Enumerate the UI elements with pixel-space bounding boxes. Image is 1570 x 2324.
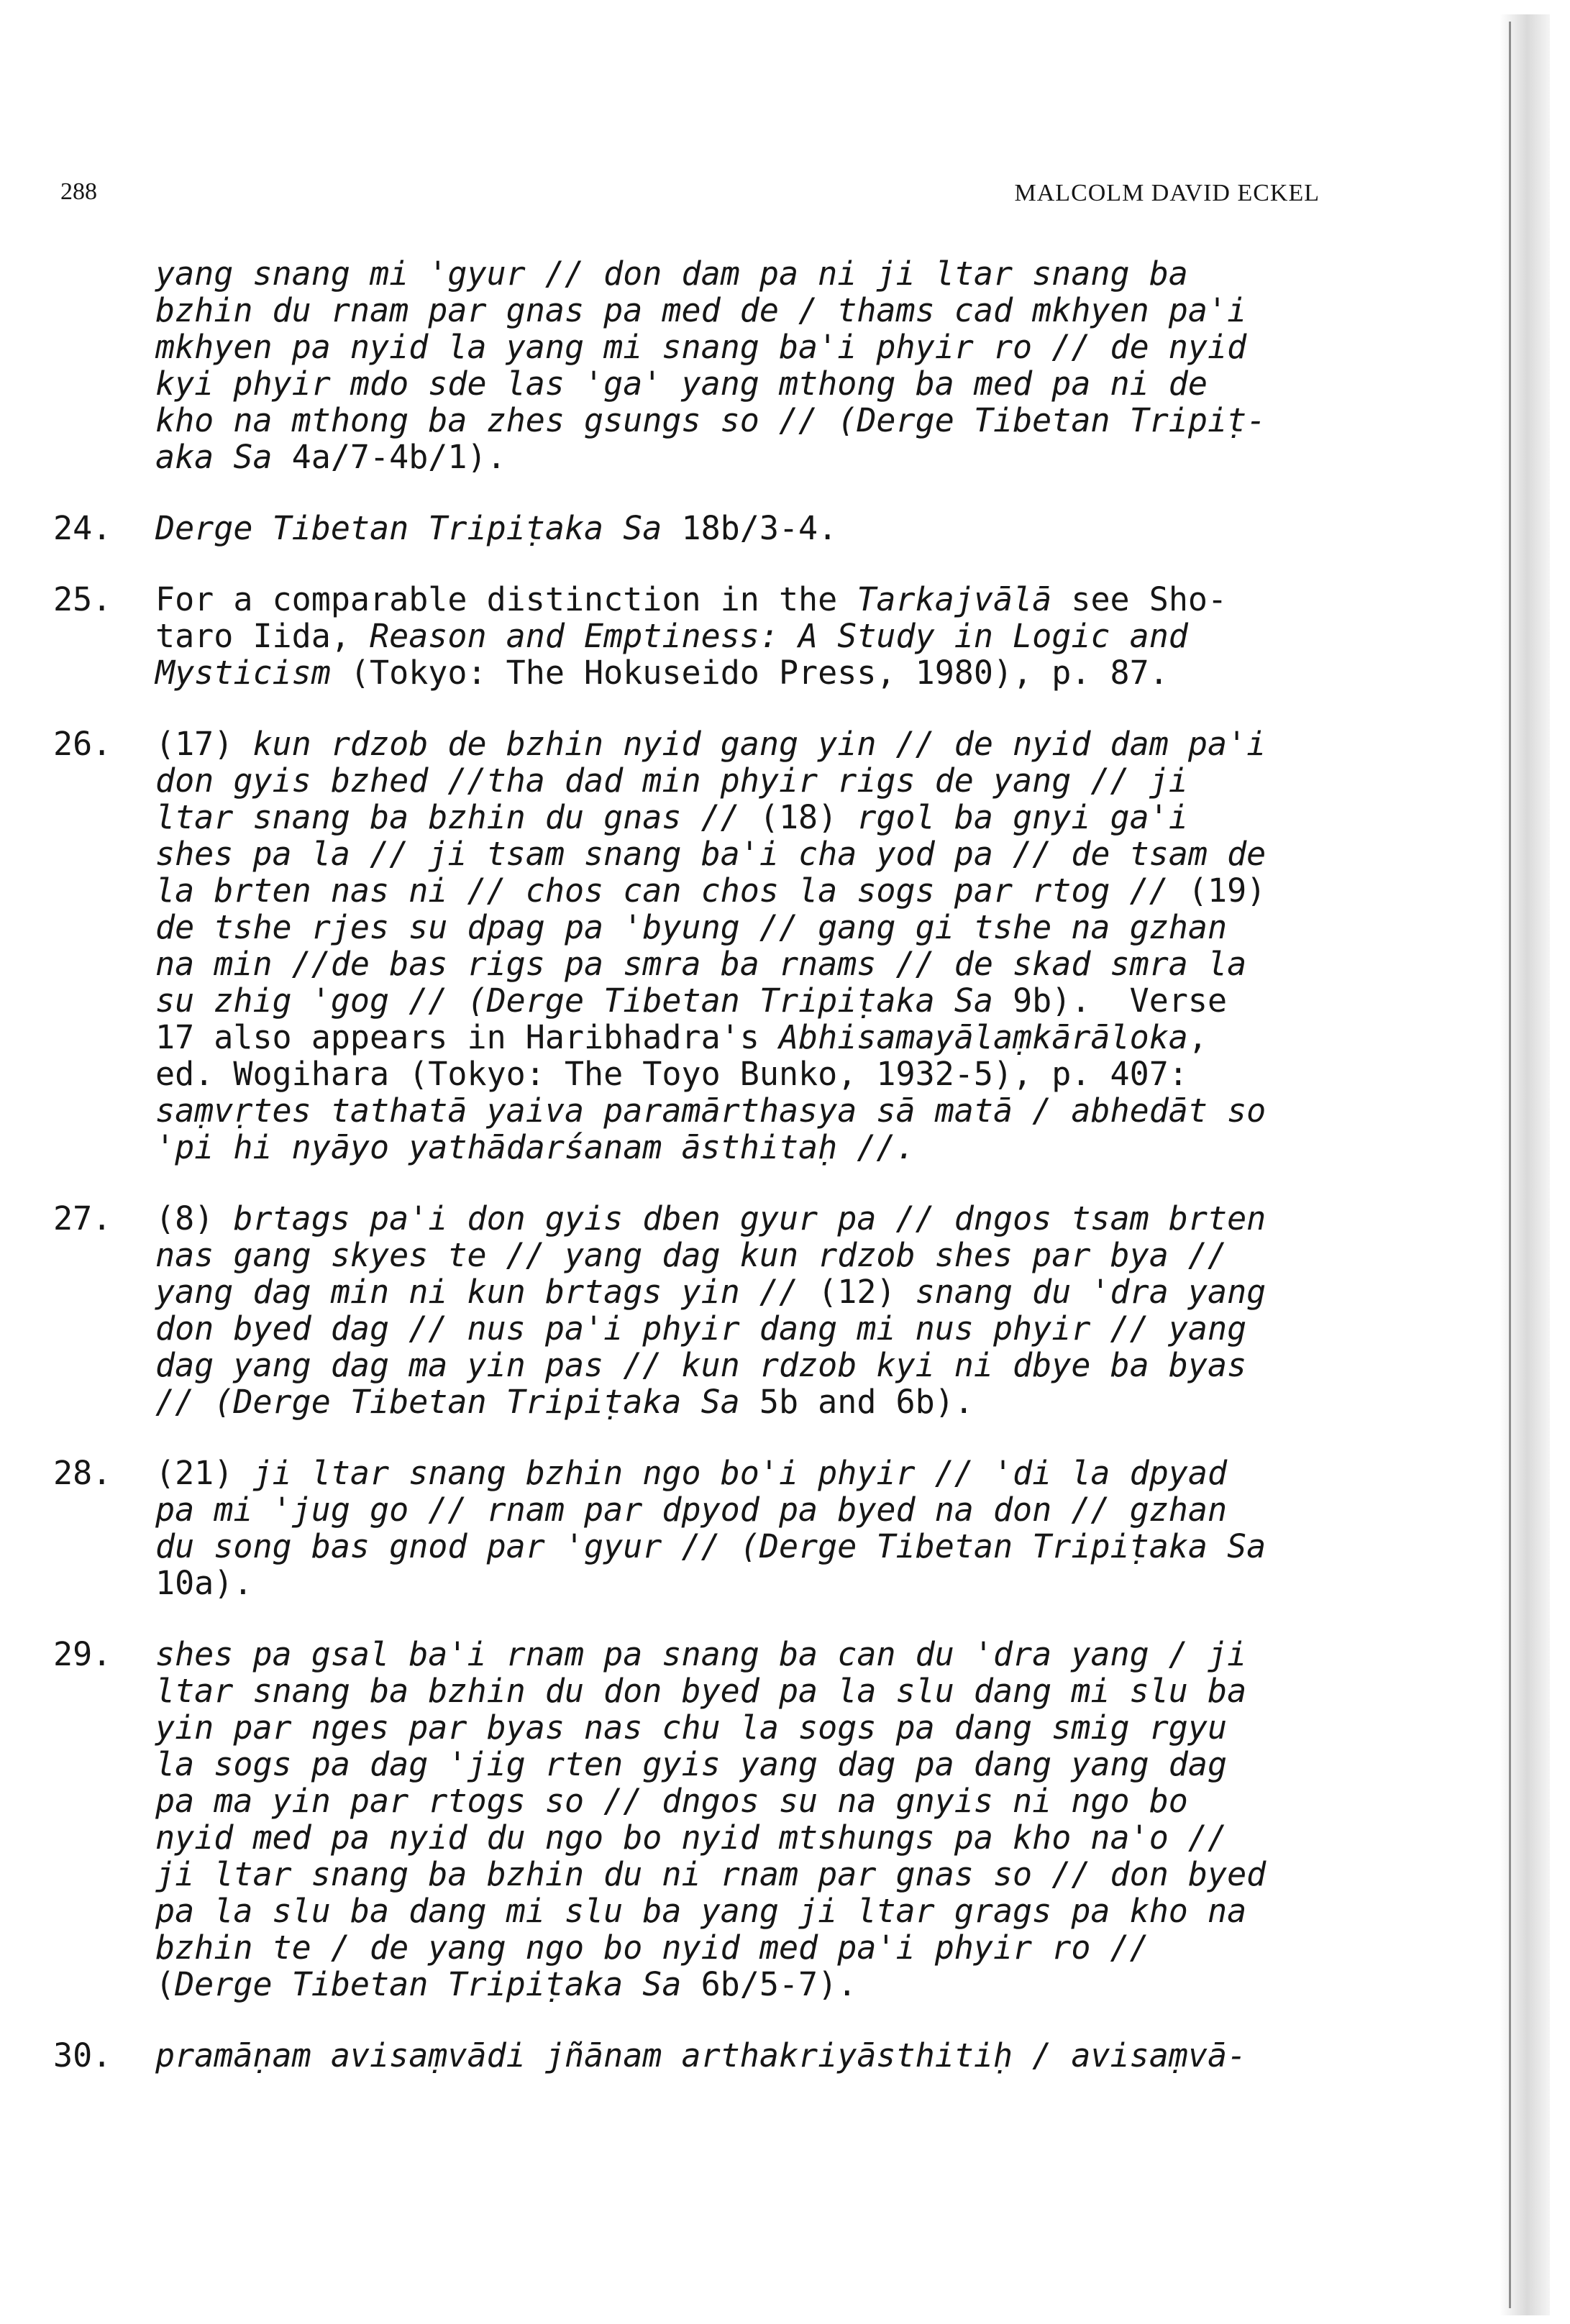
italic-text: 'pi hi nyāyo yathādarśanam āsthitaḥ //. xyxy=(155,1128,916,1166)
page-number: 288 xyxy=(60,178,97,205)
endnote-line xyxy=(155,1491,1319,1528)
italic-text: su zhig 'gog // ( xyxy=(155,982,487,1020)
italic-text: kyi phyir mdo sde las 'ga' yang mthong ba med pa ni de xyxy=(155,365,1208,403)
italic-text: pa la slu ba dang mi slu ba yang ji ltar grags pa kho na xyxy=(155,1892,1247,1930)
endnote-line xyxy=(155,726,1319,762)
endnotes xyxy=(53,255,1319,2074)
italic-text: yin par nges par byas nas chu la sogs pa dang smig rgyu xyxy=(155,1708,1228,1747)
roman-text: 4a/7-4b/1). xyxy=(291,438,506,476)
italic-text: nyid med pa nyid du ngo bo nyid mtshungs pa kho na'o // xyxy=(155,1819,1228,1857)
roman-text: (19) xyxy=(1187,872,1267,910)
endnote-line xyxy=(155,1966,1319,2003)
italic-text: don byed dag // nus pa'i phyir dang mi nus phyir // yang xyxy=(155,1309,1247,1348)
scan-edge-shadow xyxy=(1500,14,1550,2315)
endnote-line xyxy=(155,365,1319,402)
italic-text: ltar snang ba bzhin du gnas // xyxy=(155,798,759,836)
endnote-line xyxy=(155,1455,1319,1491)
endnote-line xyxy=(155,1237,1319,1273)
roman-text: (17) xyxy=(155,725,253,763)
endnote-line xyxy=(155,510,1319,546)
endnote-line xyxy=(155,1092,1319,1129)
italic-text: pa mi 'jug go // rnam par dpyod pa byed na don // gzhan xyxy=(155,1491,1228,1529)
roman-text: (21) xyxy=(155,1454,253,1492)
endnote-number: 27. xyxy=(53,1199,112,1238)
endnote xyxy=(53,726,1319,1166)
endnote-line xyxy=(155,654,1319,691)
roman-text: 10a). xyxy=(155,1564,253,1602)
roman-text: see Sho- xyxy=(1051,580,1228,618)
endnote-line xyxy=(155,1746,1319,1783)
endnote-line xyxy=(155,1893,1319,1929)
endnote xyxy=(53,1200,1319,1420)
endnote-number: 24. xyxy=(53,509,112,547)
italic-text: don gyis bzhed //tha dad min phyir rigs de yang // ji xyxy=(155,761,1188,800)
endnote-line xyxy=(155,1347,1319,1383)
endnote-line xyxy=(155,872,1319,909)
endnote-line xyxy=(155,1056,1319,1092)
italic-text: saṃvṛtes tathatā yaiva paramārthasya sā matā / abhedāt so xyxy=(155,1092,1267,1130)
italic-text: pramāṇam avisaṃvādi jñānam arthakriyāsthitiḥ / avisaṃvā- xyxy=(155,2036,1247,2074)
endnote-line xyxy=(155,329,1319,365)
endnote-line xyxy=(155,982,1319,1019)
endnote xyxy=(53,1636,1319,2003)
endnote-number: 29. xyxy=(53,1635,112,1673)
endnote-line xyxy=(155,1129,1319,1166)
endnote-line xyxy=(155,1565,1319,1601)
italic-text: Derge Tibetan Tripiṭaka Sa xyxy=(233,1383,759,1421)
italic-text: Derge Tibetan Tripiṭaka Sa xyxy=(759,1527,1267,1565)
roman-text: 9b). Verse xyxy=(1013,982,1228,1020)
endnote-line xyxy=(155,292,1319,329)
italic-text: Reason and Emptiness: A Study in Logic and xyxy=(370,617,1188,655)
roman-text: ( xyxy=(155,1965,175,2003)
roman-text: (18) xyxy=(759,798,857,836)
endnote-line xyxy=(155,402,1319,439)
endnote-line xyxy=(155,1019,1319,1056)
italic-text: bzhin du rnam par gnas pa med de / thams cad mkhyen pa'i xyxy=(155,291,1247,329)
roman-text: 18b/3-4. xyxy=(681,509,838,547)
roman-text: 6b/5-7). xyxy=(700,1965,857,2003)
roman-text: 5b and 6b). xyxy=(759,1383,974,1421)
endnote-line xyxy=(155,1200,1319,1237)
italic-text: Derge Tibetan Tripiṭaka Sa xyxy=(486,982,1013,1020)
endnote-line xyxy=(155,439,1319,475)
endnote-line xyxy=(155,618,1319,654)
italic-text: du song bas gnod par 'gyur // ( xyxy=(155,1527,759,1565)
italic-text: snang du 'dra yang xyxy=(915,1273,1267,1311)
italic-text: Abhisamayālaṃkārāloka xyxy=(778,1018,1188,1056)
endnote-line xyxy=(155,946,1319,982)
roman-text: (Tokyo: The Hokuseido Press, 1980), p. 87. xyxy=(330,654,1169,692)
endnote xyxy=(53,2037,1319,2074)
endnote xyxy=(53,255,1319,475)
italic-text: ji ltar snang ba bzhin du ni rnam par gnas so // don byed xyxy=(155,1855,1267,1893)
italic-text: kun rdzob de bzhin nyid gang yin // de nyid dam pa'i xyxy=(252,725,1267,763)
roman-text: ed. Wogihara (Tokyo: The Toyo Bunko, 1932-5), p. 407: xyxy=(155,1055,1188,1093)
italic-text: yang dag min ni kun brtags yin // xyxy=(155,1273,818,1311)
endnote-line xyxy=(155,1929,1319,1966)
italic-text: na min //de bas rigs pa smra ba rnams // de skad smra la xyxy=(155,945,1247,983)
endnote-line xyxy=(155,1819,1319,1856)
italic-text: pa ma yin par rtogs so // dngos su na gnyis ni ngo bo xyxy=(155,1782,1188,1820)
endnote xyxy=(53,581,1319,691)
endnote-line xyxy=(155,2037,1319,2074)
italic-text: Tarkajvālā xyxy=(857,580,1052,618)
endnote-number: 28. xyxy=(53,1454,112,1492)
italic-text: dag yang dag ma yin pas // kun rdzob kyi ni dbye ba byas xyxy=(155,1346,1247,1384)
endnote xyxy=(53,510,1319,546)
italic-text: la brten nas ni // chos can chos la sogs par rtog // xyxy=(155,872,1188,910)
endnote-line xyxy=(155,1528,1319,1565)
italic-text: Derge Tibetan Tripiṭaka Sa xyxy=(175,1965,701,2003)
italic-text: mkhyen pa nyid la yang mi snang ba'i phyir ro // de nyid xyxy=(155,328,1247,366)
endnote xyxy=(53,1455,1319,1601)
roman-text: 17 also appears in Haribhadra's xyxy=(155,1018,779,1056)
italic-text: aka Sa xyxy=(155,438,292,476)
italic-text: ltar snang ba bzhin du don byed pa la slu dang mi slu ba xyxy=(155,1672,1247,1710)
endnote-line xyxy=(155,1709,1319,1746)
italic-text: yang snang mi 'gyur // don dam pa ni ji ltar snang ba xyxy=(155,255,1188,293)
italic-text: de tshe rjes su dpag pa 'byung // gang gi tshe na gzhan xyxy=(155,908,1228,946)
endnote-line xyxy=(155,255,1319,292)
italic-text: // ( xyxy=(155,1383,234,1421)
italic-text: la sogs pa dag 'jig rten gyis yang dag pa dang yang dag xyxy=(155,1745,1228,1783)
roman-text: (8) xyxy=(155,1199,234,1238)
endnote-line xyxy=(155,1783,1319,1819)
roman-text: (12) xyxy=(818,1273,916,1311)
italic-text: kho na mthong ba zhes gsungs so // ( xyxy=(155,401,857,439)
italic-text: rgol ba gnyi ga'i xyxy=(857,798,1188,836)
roman-text: taro Iida, xyxy=(155,617,370,655)
endnote-line xyxy=(155,799,1319,836)
italic-text: shes pa la // ji tsam snang ba'i cha yod pa // de tsam de xyxy=(155,835,1267,873)
endnote-number: 25. xyxy=(53,580,112,618)
italic-text: bzhin te / de yang ngo bo nyid med pa'i phyir ro // xyxy=(155,1929,1149,1967)
italic-text: shes pa gsal ba'i rnam pa snang ba can du 'dra yang / ji xyxy=(155,1635,1247,1673)
endnote-line xyxy=(155,581,1319,618)
italic-text: nas gang skyes te // yang dag kun rdzob shes par bya // xyxy=(155,1236,1228,1274)
endnote-line xyxy=(155,1383,1319,1420)
italic-text: Mysticism xyxy=(155,654,331,692)
endnote-line xyxy=(155,1273,1319,1310)
running-head: MALCOLM DAVID ECKEL xyxy=(1014,180,1320,206)
endnote-line xyxy=(155,762,1319,799)
roman-text: , xyxy=(1187,1018,1208,1056)
italic-text: Derge Tibetan Tripiṭ- xyxy=(857,401,1267,439)
endnote-line xyxy=(155,1673,1319,1709)
italic-text: brtags pa'i don gyis dben gyur pa // dngos tsam brten xyxy=(233,1199,1267,1238)
endnote-line xyxy=(155,1636,1319,1673)
endnote-line xyxy=(155,909,1319,946)
endnote-line xyxy=(155,1856,1319,1893)
endnote-number: 26. xyxy=(53,725,112,763)
italic-text: Derge Tibetan Tripiṭaka Sa xyxy=(155,509,682,547)
scan-edge-line xyxy=(1509,22,1511,2308)
roman-text: For a comparable distinction in the xyxy=(155,580,857,618)
italic-text: ji ltar snang bzhin ngo bo'i phyir // 'di la dpyad xyxy=(252,1454,1228,1492)
endnote-line xyxy=(155,1310,1319,1347)
endnote-line xyxy=(155,836,1319,872)
endnote-number: 30. xyxy=(53,2036,112,2074)
